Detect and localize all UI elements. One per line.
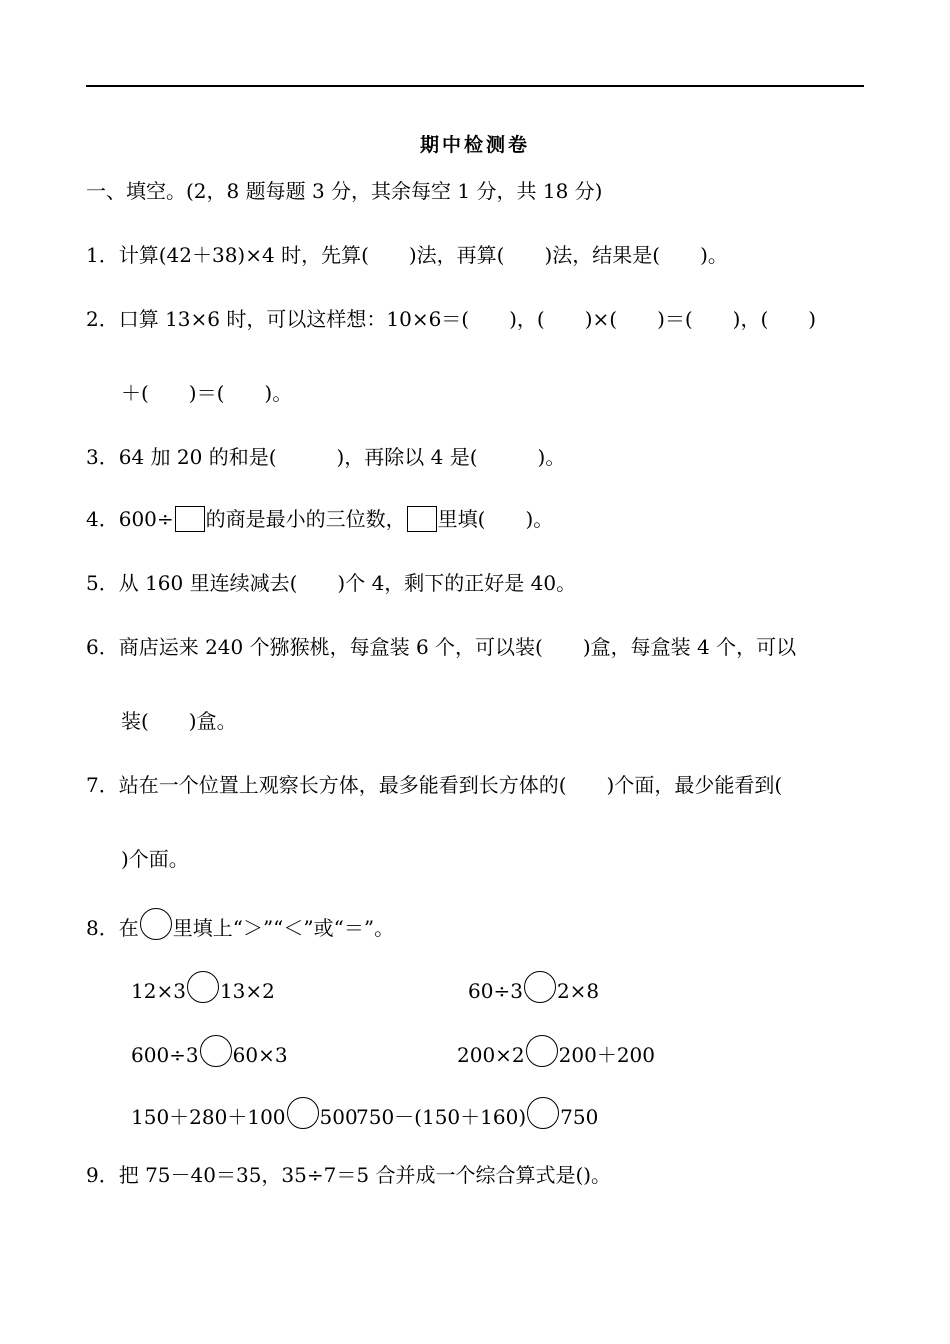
- answer-box-2[interactable]: [407, 506, 437, 532]
- compare-circle[interactable]: [187, 971, 219, 1003]
- question-8-part-b: 里填上“＞”“＜”或“＝”。: [172, 916, 395, 940]
- compare-item: [457, 1035, 655, 1068]
- question-7-line-1: 7．站在一个位置上观察长方体，最多能看到长方体的( )个面，最少能看到(: [86, 773, 783, 797]
- page-title: 期中检测卷: [419, 134, 530, 156]
- compare-right: 750: [560, 1105, 599, 1129]
- compare-circle[interactable]: [524, 971, 556, 1003]
- header-rule: [86, 85, 864, 87]
- compare-left: 60÷3: [468, 979, 523, 1003]
- question-8-part-a: 8．在: [86, 916, 139, 940]
- compare-circle[interactable]: [526, 1035, 558, 1067]
- answer-box-1[interactable]: [175, 506, 205, 532]
- question-8: [86, 908, 394, 941]
- compare-right: 2×8: [556, 979, 600, 1003]
- compare-right: 60×3: [232, 1043, 288, 1067]
- compare-item: [131, 971, 275, 1004]
- question-9: 9．把 75－40＝35，35÷7＝5 合并成一个综合算式是()。: [86, 1163, 612, 1187]
- compare-item: [356, 1097, 598, 1130]
- compare-circle[interactable]: [527, 1097, 559, 1129]
- question-3: 3．64 加 20 的和是( )，再除以 4 是( )。: [86, 445, 566, 469]
- question-4-part-a: 4．600÷: [86, 507, 174, 531]
- compare-circle[interactable]: [287, 1097, 319, 1129]
- question-6-line-2: 装( )盒。: [121, 709, 237, 733]
- question-4-part-c: 里填( )。: [437, 507, 554, 531]
- question-4-part-b: 的商是最小的三位数，: [205, 507, 406, 531]
- compare-right: 500: [319, 1105, 358, 1129]
- compare-left: 200×2: [457, 1043, 525, 1067]
- question-2-line-1: 2．口算 13×6 时，可以这样想：10×6＝( )，( )×( )＝( )，( ): [86, 307, 817, 331]
- question-5: 5．从 160 里连续减去( )个 4，剩下的正好是 40。: [86, 571, 577, 595]
- compare-right: 200＋200: [558, 1043, 656, 1067]
- compare-left: 150＋280＋100: [131, 1105, 286, 1129]
- compare-circle[interactable]: [200, 1035, 232, 1067]
- question-6-line-1: 6．商店运来 240 个猕猴桃，每盒装 6 个，可以装( )盒，每盒装 4 个，可以: [86, 635, 797, 659]
- compare-right: 13×2: [219, 979, 275, 1003]
- question-7-line-2: )个面。: [121, 847, 189, 871]
- question-1: 1．计算(42＋38)×4 时，先算( )法，再算( )法，结果是( )。: [86, 243, 728, 267]
- compare-circle-example: [140, 908, 172, 940]
- compare-item: [468, 971, 599, 1004]
- question-2-line-2: ＋( )＝( )。: [121, 381, 293, 405]
- compare-item: [131, 1035, 288, 1068]
- section-heading: 一、填空。(2，8 题每题 3 分，其余每空 1 分，共 18 分): [86, 179, 603, 203]
- compare-left: 12×3: [131, 979, 186, 1003]
- compare-left: 600÷3: [131, 1043, 199, 1067]
- question-4: [86, 506, 553, 532]
- compare-left: 750－(150＋160): [356, 1105, 527, 1129]
- compare-item: [131, 1097, 358, 1130]
